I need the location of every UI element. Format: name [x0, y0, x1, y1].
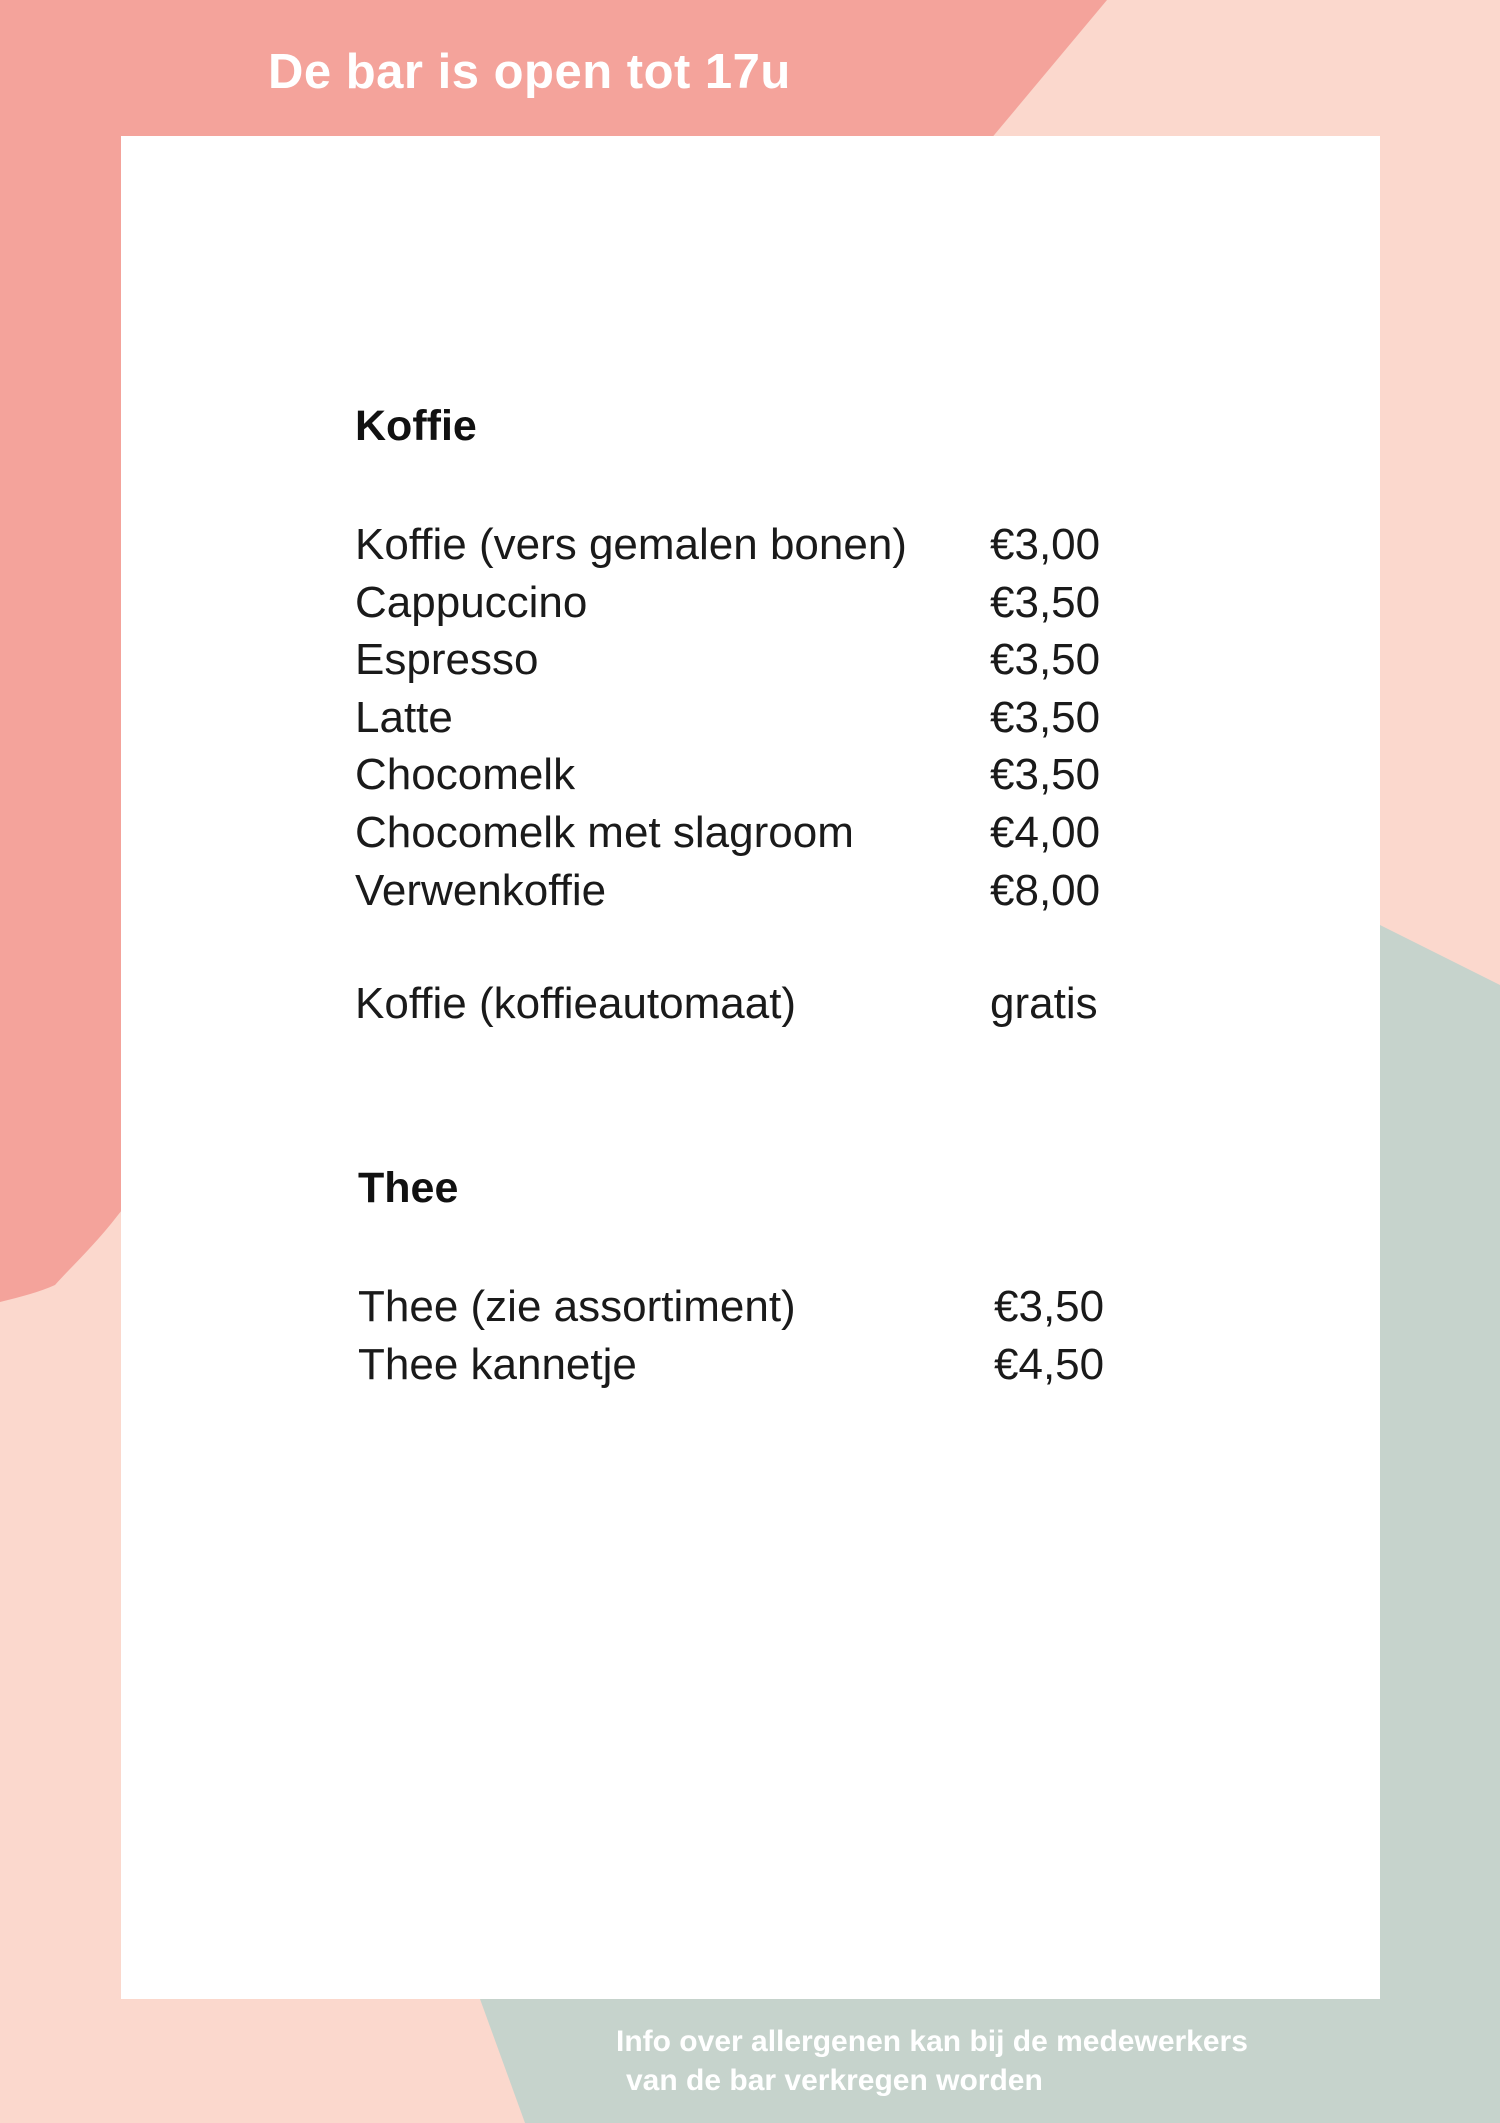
menu-sheet — [121, 136, 1380, 1999]
thee-section-title: Thee — [358, 1164, 459, 1212]
allergen-info-line-1: Info over allergenen kan bij de medewerkers — [616, 2025, 1248, 2058]
item-price: €8,00 — [990, 865, 1101, 915]
item-name: Thee kannetje — [358, 1339, 637, 1389]
item-name: Verwenkoffie — [355, 865, 607, 915]
item-price: €4,00 — [990, 807, 1101, 857]
item-name: Chocomelk — [355, 750, 576, 800]
item-price: €3,50 — [990, 577, 1101, 627]
allergen-info-line-2: van de bar verkregen worden — [626, 2064, 1043, 2097]
item-price: €4,50 — [994, 1339, 1105, 1389]
item-price: €3,50 — [990, 692, 1101, 742]
item-name: Thee (zie assortiment) — [358, 1282, 796, 1331]
item-name: Koffie (koffieautomaat) — [355, 979, 797, 1028]
sage-shape-right — [1380, 925, 1500, 2123]
item-name: Cappuccino — [355, 577, 588, 627]
item-price: gratis — [990, 979, 1098, 1028]
item-price: €3,50 — [990, 635, 1101, 685]
item-name: Chocomelk met slagroom — [355, 807, 854, 857]
bar-hours-heading: De bar is open tot 17u — [268, 45, 791, 99]
item-name: Latte — [355, 692, 453, 742]
item-price: €3,00 — [990, 520, 1101, 569]
allergen-info-note — [616, 2022, 1248, 2100]
item-name: Espresso — [355, 635, 539, 685]
koffie-section-title: Koffie — [355, 402, 477, 450]
item-price: €3,50 — [994, 1282, 1105, 1331]
item-name: Koffie (vers gemalen bonen) — [355, 520, 907, 569]
item-price: €3,50 — [990, 750, 1101, 800]
